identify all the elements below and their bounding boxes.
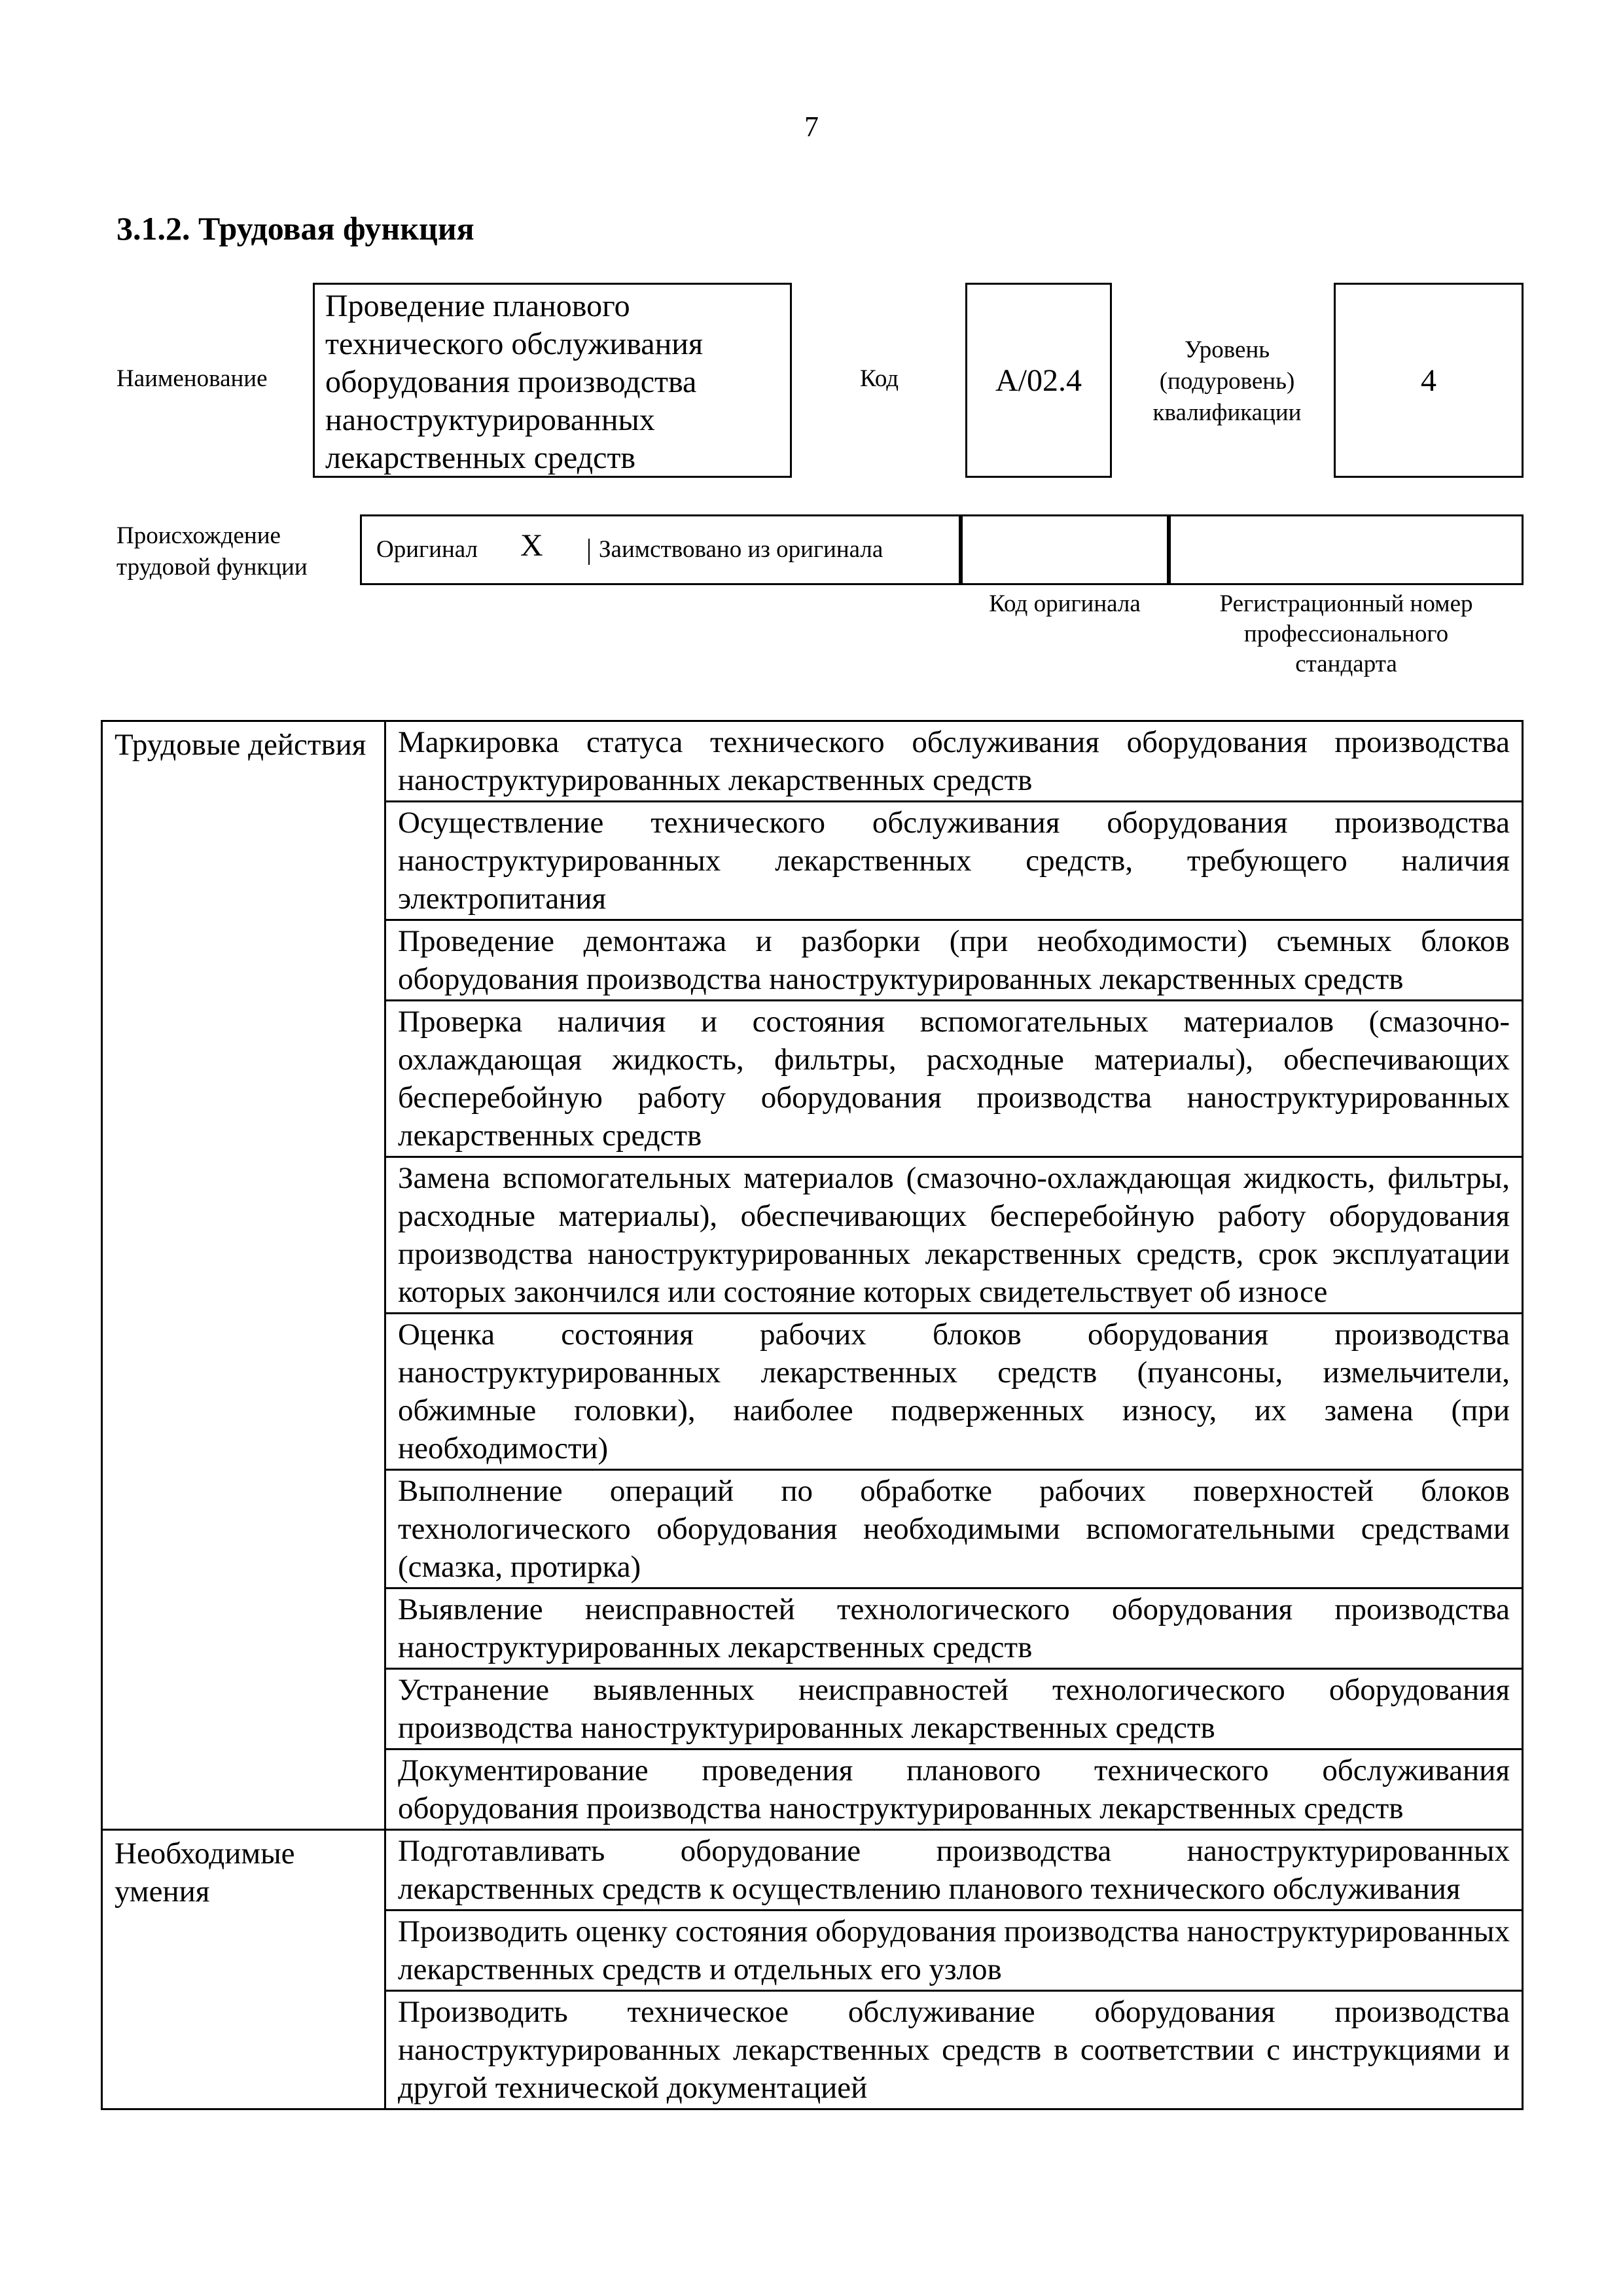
level-value: 4 <box>1421 363 1436 398</box>
group-title: Необходимые умения <box>102 1830 385 2109</box>
table-item: Выявление неисправностей технологического оборудования производства наноструктурированных лекарственных средств <box>385 1588 1523 1669</box>
section-title: 3.1.2. Трудовая функция <box>116 210 474 247</box>
origin-box <box>360 514 961 585</box>
level-label-line-2: (подуровень) <box>1159 368 1295 395</box>
table-row <box>102 1830 1523 1910</box>
code-label: Код <box>860 365 899 392</box>
table-item: Проверка наличия и состояния вспомогательных материалов (смазочно-охлаждающая жидкость, фильтры, расходные материалы), обеспечивающих бесперебойную работу оборудования производства наноструктурированных лекарственных средств <box>385 1001 1523 1157</box>
labor-function-table <box>101 720 1524 2110</box>
table-item: Производить оценку состояния оборудования производства наноструктурированных лекарственных средств и отдельных его узлов <box>385 1910 1523 1991</box>
origin-divider <box>588 539 590 565</box>
page-number: 7 <box>804 111 819 143</box>
code-original-label: Код оригинала <box>989 590 1141 617</box>
reg-number-label-line-1: Регистрационный номер <box>1219 590 1473 617</box>
borrowed-label: Заимствовано из оригинала <box>599 536 883 563</box>
code-box <box>965 283 1112 478</box>
table-item: Маркировка статуса технического обслуживания оборудования производства наноструктурированных лекарственных средств <box>385 721 1523 802</box>
reg-number-label-line-2: профессионального <box>1243 620 1449 647</box>
code-value: A/02.4 <box>995 363 1082 398</box>
function-name-value: Проведение планового технического обслуживания оборудования производства наноструктурированных лекарственных средств <box>325 289 704 475</box>
table-item: Замена вспомогательных материалов (смазочно-охлаждающая жидкость, фильтры, расходные материалы), обеспечивающих бесперебойную работу оборудования производства наноструктурированных лекарственных средств, срок эксплуатации которых закончился или состояние которых свидетельствует об износе <box>385 1157 1523 1314</box>
table-item: Устранение выявленных неисправностей технологического оборудования производства наноструктурированных лекарственных средств <box>385 1669 1523 1749</box>
function-name-box <box>313 283 792 478</box>
level-box <box>1334 283 1524 478</box>
group-title: Трудовые действия <box>102 721 385 1830</box>
table-item: Документирование проведения планового технического обслуживания оборудования производства наноструктурированных лекарственных средств <box>385 1749 1523 1830</box>
origin-code-box <box>961 514 1169 585</box>
original-mark: X <box>520 528 543 563</box>
table-item: Оценка состояния рабочих блоков оборудования производства наноструктурированных лекарственных средств (пуансоны, измельчители, обжимные головки), наиболее подверженных износу, их замена (при необходимости) <box>385 1314 1523 1470</box>
table-item: Подготавливать оборудование производства наноструктурированных лекарственных средств к осуществлению планового технического обслуживания <box>385 1830 1523 1910</box>
original-label: Оригинал <box>376 536 478 563</box>
origin-label-line-2: трудовой функции <box>116 554 308 581</box>
level-label-line-3: квалификации <box>1152 399 1302 426</box>
table-body <box>102 721 1523 2109</box>
name-label: Наименование <box>116 365 268 392</box>
origin-label-line-1: Происхождение <box>116 522 281 549</box>
origin-reg-number-box <box>1169 514 1524 585</box>
table-item: Проведение демонтажа и разборки (при необходимости) съемных блоков оборудования производства наноструктурированных лекарственных средств <box>385 920 1523 1001</box>
reg-number-label-line-3: стандарта <box>1295 651 1397 677</box>
table-item: Осуществление технического обслуживания оборудования производства наноструктурированных лекарственных средств, требующего наличия электропитания <box>385 802 1523 920</box>
table-item: Выполнение операций по обработке рабочих поверхностей блоков технологического оборудования необходимыми вспомогательными средствами (смазка, протирка) <box>385 1470 1523 1588</box>
level-label-line-1: Уровень <box>1184 336 1270 363</box>
table-row <box>102 721 1523 802</box>
table-item: Производить техническое обслуживание оборудования производства наноструктурированных лекарственных средств в соответствии с инструкциями и другой технической документацией <box>385 1991 1523 2109</box>
